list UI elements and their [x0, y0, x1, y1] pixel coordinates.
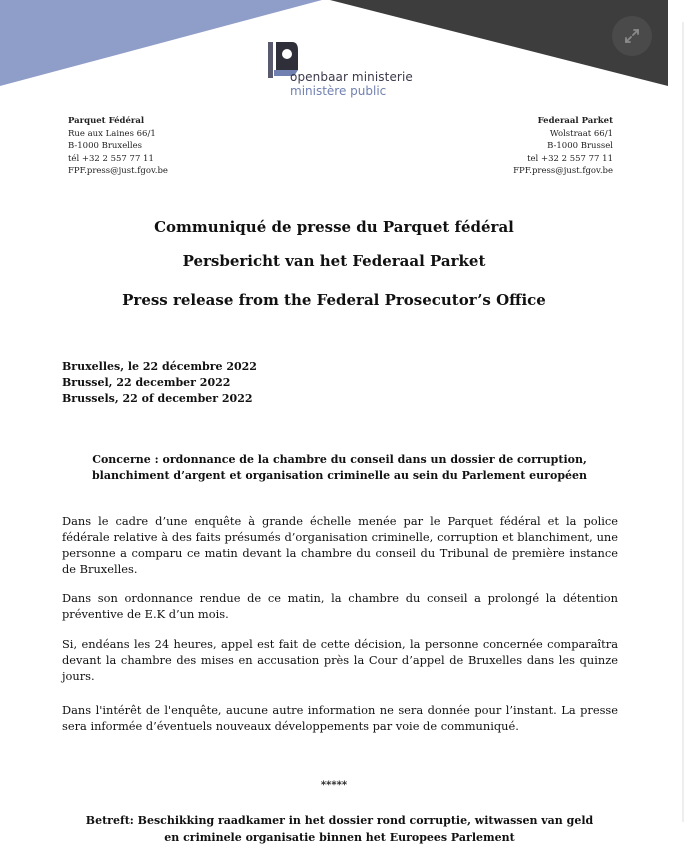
title-fr: Communiqué de presse du Parquet fédéral [154, 218, 514, 236]
address-left-name: Parquet Fédéral [68, 116, 145, 126]
logo-text-nl: openbaar ministerie [290, 70, 413, 84]
address-right-name: Federaal Parket [537, 116, 613, 126]
address-right-street: Wolstraat 66/1 [549, 128, 613, 139]
expand-icon [622, 26, 642, 46]
section-separator: ***** [320, 780, 348, 791]
date-en: Brussels, 22 of december 2022 [62, 392, 253, 405]
paragraph-4: Dans l'intérêt de l'enquête, aucune autre information ne sera donnée pour l’instant. La presse sera informée d’éventuels nouveaux développements par voie de communiqué. [62, 703, 618, 733]
paragraph-3: Si, endéans les 24 heures, appel est fait de cette décision, la personne concernée comparaîtra devant la chambre des mises en accusation près la Cour d’appel de Bruxelles dans les quinze jours. [62, 637, 618, 683]
subject-fr-line1: Concerne : ordonnance de la chambre du conseil dans un dossier de corruption, [92, 453, 587, 466]
address-left-street: Rue aux Laines 66/1 [68, 128, 156, 139]
date-nl: Brussel, 22 december 2022 [62, 376, 231, 389]
address-right-phone: tel +32 2 557 77 11 [527, 153, 613, 164]
address-left-email: FPF.press@just.fgov.be [68, 166, 168, 177]
subject-nl-line2: en criminele organisatie binnen het Europees Parlement [164, 831, 515, 844]
address-left-city: B-1000 Bruxelles [68, 141, 143, 152]
address-left [68, 115, 168, 178]
subject-nl-line1: Betreft: Beschikking raadkamer in het dossier rond corruptie, witwassen van geld [85, 814, 594, 827]
expand-button[interactable] [612, 16, 652, 56]
title-en: Press release from the Federal Prosecutor’s Office [122, 291, 546, 309]
scrollbar-track[interactable] [682, 22, 684, 822]
address-right [513, 115, 613, 178]
subject-fr [62, 452, 617, 484]
subject-fr-line2: blanchiment d’argent et organisation criminelle au sein du Parlement européen [91, 469, 588, 482]
title-nl: Persbericht van het Federaal Parket [182, 252, 486, 270]
scrollbar[interactable] [668, 0, 699, 860]
subject-nl [62, 812, 617, 846]
paragraph-1: Dans le cadre d’une enquête à grande échelle menée par le Parquet fédéral et la police fédérale relative à des faits présumés d’organisation criminelle, corruption et blanchiment, une personne a comparu ce matin devant la chambre du conseil du Tribunal de première instance de Bruxelles. [62, 514, 618, 576]
address-right-city: B-1000 Brussel [547, 141, 613, 152]
date-fr: Bruxelles, le 22 décembre 2022 [62, 360, 257, 373]
logo-text-fr: ministère public [290, 84, 387, 98]
paragraph-2: Dans son ordonnance rendue de ce matin, la chambre du conseil a prolongé la détention préventive de E.K d’un mois. [62, 591, 618, 621]
dates-block [62, 359, 257, 407]
address-right-email: FPF.press@just.fgov.be [513, 166, 613, 177]
address-left-phone: tél +32 2 557 77 11 [68, 153, 154, 164]
